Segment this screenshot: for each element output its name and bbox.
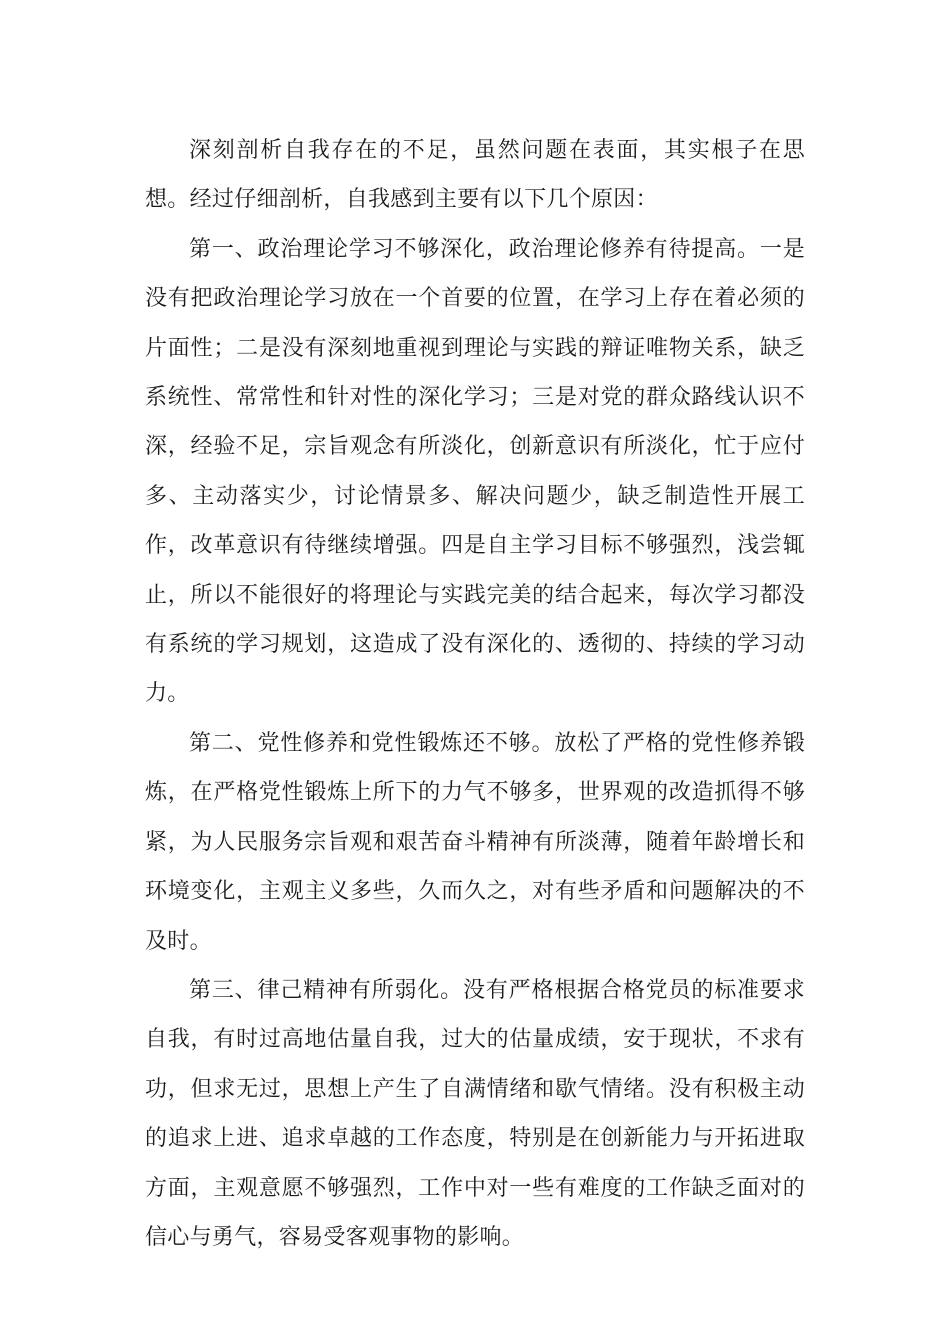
- document-body: [145, 126, 805, 1262]
- paragraph-second-reason: 第二、党性修养和党性锻炼还不够。放松了严格的党性修养锻炼，在严格党性锻炼上所下的力气不够多，世界观的改造抓得不够紧，为人民服务宗旨观和艰苦奋斗精神有所淡薄，随着年龄增长和环境变化，主观主义多些，久而久之，对有些矛盾和问题解决的不及时。: [145, 730, 805, 954]
- paragraph-third-reason: 第三、律己精神有所弱化。没有严格根据合格党员的标准要求自我，有时过高地估量自我，过大的估量成绩，安于现状，不求有功，但求无过，思想上产生了自满情绪和歇气情绪。没有积极主动的追求上进、追求卓越的工作态度，特别是在创新能力与开拓进取方面，主观意愿不够强烈，工作中对一些有难度的工作缺乏面对的信心与勇气，容易受客观事物的影响。: [145, 977, 805, 1250]
- paragraph-intro: 深刻剖析自我存在的不足，虽然问题在表面，其实根子在思想。经过仔细剖析，自我感到主要有以下几个原因：: [145, 138, 805, 213]
- paragraph-first-reason: 第一、政治理论学习不够深化，政治理论修养有待提高。一是没有把政治理论学习放在一个首要的位置，在学习上存在着必须的片面性；二是没有深刻地重视到理论与实践的辩证唯物关系，缺乏系统性、常常性和针对性的深化学习；三是对党的群众路线认识不深，经验不足，宗旨观念有所淡化，创新意识有所淡化，忙于应付多、主动落实少，讨论情景多、解决问题少，缺乏制造性开展工作，改革意识有待继续增强。四是自主学习目标不够强烈，浅尝辄止，所以不能很好的将理论与实践完美的结合起来，每次学习都没有系统的学习规划，这造成了没有深化的、透彻的、持续的学习动力。: [145, 236, 805, 707]
